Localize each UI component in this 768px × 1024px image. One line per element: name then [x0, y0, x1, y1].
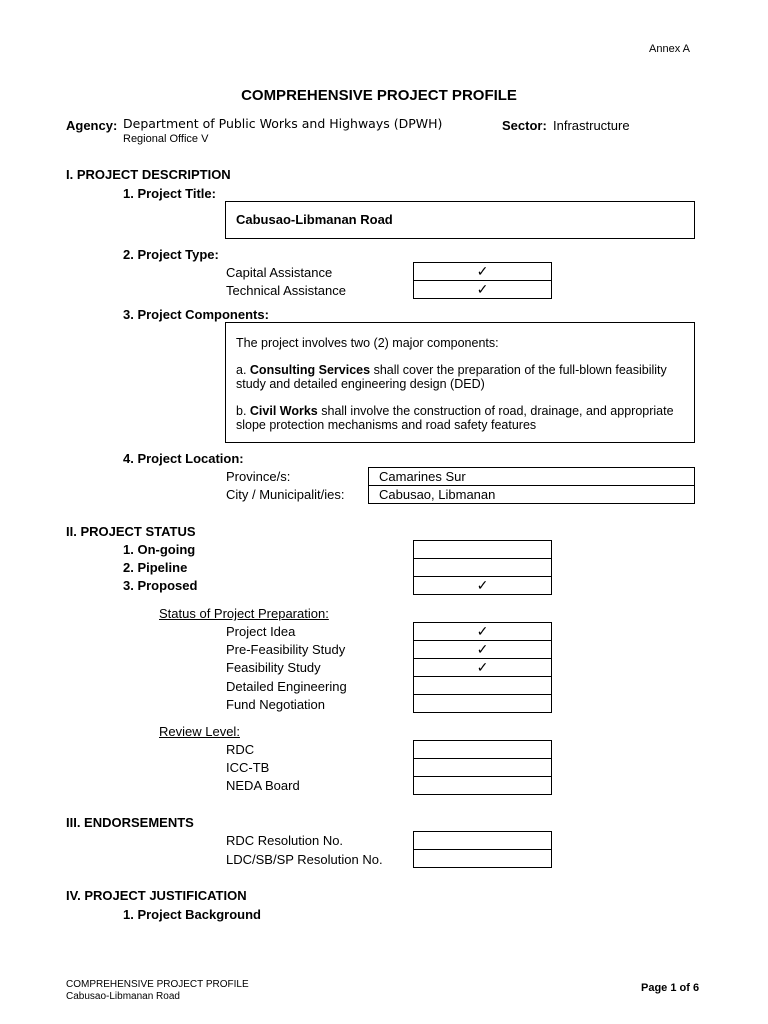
section2-heading: II. PROJECT STATUS [66, 524, 196, 539]
prep-ded-check [413, 676, 552, 695]
prep-idea-check: ✓ [413, 622, 552, 641]
ldc-resolution-box [413, 849, 552, 868]
prep-prefeas-check: ✓ [413, 640, 552, 659]
components-intro: The project involves two (2) major components: [236, 336, 499, 350]
rdc-resolution-box [413, 831, 552, 850]
province-label: Province/s: [226, 469, 291, 484]
components-box [225, 322, 695, 443]
agency-office: Regional Office V [123, 133, 209, 145]
sector-value: Infrastructure [553, 118, 630, 133]
city-value: Cabusao, Libmanan [368, 485, 695, 504]
status-pipeline-check [413, 558, 552, 577]
prep-feas-check: ✓ [413, 658, 552, 677]
project-title-value: Cabusao-Libmanan Road [236, 212, 393, 227]
agency-name: Department of Public Works and Highways (DPWH) [123, 116, 443, 131]
ldc-resolution-label: LDC/SB/SP Resolution No. [226, 852, 383, 867]
project-type-label: 2. Project Type: [123, 247, 219, 262]
section1-heading: I. PROJECT DESCRIPTION [66, 167, 231, 182]
page-title: COMPREHENSIVE PROJECT PROFILE [241, 87, 517, 104]
project-title-label: 1. Project Title: [123, 186, 216, 201]
rdc-resolution-label: RDC Resolution No. [226, 833, 344, 848]
prep-fund-check [413, 694, 552, 713]
location-label: 4. Project Location: [123, 451, 244, 466]
prep-feas-label: Feasibility Study [226, 660, 321, 675]
review-label: Review Level: [159, 724, 240, 739]
status-pipeline-label: 2. Pipeline [123, 560, 188, 575]
type-technical-label: Technical Assistance [226, 283, 346, 298]
city-label: City / Municipalit/ies: [226, 487, 345, 502]
review-neda-check [413, 776, 552, 795]
review-icctb-check [413, 758, 552, 777]
component-b: b. Civil Works shall involve the construction of road, drainage, and appropriate slope protection mechanisms and road safety features [236, 404, 674, 432]
review-icctb-label: ICC-TB [226, 760, 270, 775]
project-title-box [225, 201, 695, 239]
prep-idea-label: Project Idea [226, 624, 296, 639]
status-proposed-check: ✓ [413, 576, 552, 595]
page-number: Page 1 of 6 [641, 982, 700, 994]
prep-prefeas-label: Pre-Feasibility Study [226, 642, 346, 657]
status-ongoing-check [413, 540, 552, 559]
footer-project-name: Cabusao-Libmanan Road [66, 991, 180, 1002]
section4-heading: IV. PROJECT JUSTIFICATION [66, 888, 247, 903]
section3-heading: III. ENDORSEMENTS [66, 815, 194, 830]
annex-label: Annex A [649, 43, 690, 55]
review-rdc-check [413, 740, 552, 759]
type-technical-check: ✓ [413, 280, 552, 299]
type-capital-label: Capital Assistance [226, 265, 333, 280]
review-rdc-label: RDC [226, 742, 255, 757]
footer-doc-title: COMPREHENSIVE PROJECT PROFILE [66, 979, 249, 990]
type-capital-check: ✓ [413, 262, 552, 281]
prep-label: Status of Project Preparation: [159, 606, 329, 621]
prep-ded-label: Detailed Engineering [226, 679, 347, 694]
review-neda-label: NEDA Board [226, 778, 300, 793]
components-label: 3. Project Components: [123, 307, 269, 322]
status-proposed-label: 3. Proposed [123, 578, 198, 593]
status-ongoing-label: 1. On-going [123, 542, 196, 557]
prep-fund-label: Fund Negotiation [226, 697, 326, 712]
project-background-label: 1. Project Background [123, 907, 261, 922]
component-a: a. Consulting Services shall cover the preparation of the full-blown feasibility study and detailed engineering design (DED) [236, 363, 667, 391]
sector-label: Sector: [502, 118, 547, 133]
agency-label: Agency: [66, 118, 118, 133]
province-value: Camarines Sur [368, 467, 695, 486]
